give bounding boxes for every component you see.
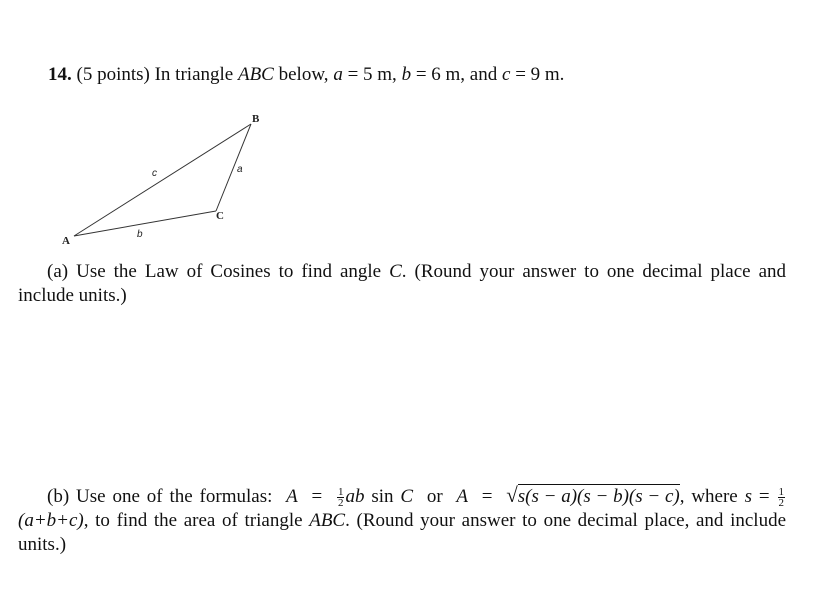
side-c-line [74,124,251,236]
given-c-var: c [502,64,511,85]
triangle-figure [40,100,280,255]
side-a-label: a [237,164,243,175]
formula1-eq: = [311,486,323,507]
formula1-var: C [400,486,414,507]
problem-intro-rest: below, [278,64,329,85]
s-frac-num: 1 [778,486,784,499]
s-var: s [744,486,753,507]
given-c-value: = 9 m. [510,64,565,85]
formula1-fraction [337,487,345,508]
problem-heading [48,64,564,86]
part-b-paragraph [18,483,786,557]
s-fraction [778,487,786,508]
formula2-sqrt [506,483,679,509]
part-b-text-2: , to find the area of triangle [83,510,303,531]
side-c-label: c [152,168,157,179]
given-b-value: = 6 m, and [411,64,498,85]
formula1-frac-den: 2 [337,497,344,510]
vertex-a-label: A [62,235,70,247]
triangle-name: ABC [237,64,274,85]
formula2-lhs: A [456,486,469,507]
formula2-radicand: s(s − a)(s − b)(s − c) [517,486,680,507]
vertex-b-label: B [252,113,260,125]
formula2-eq: = [481,486,493,507]
problem-number: 14. [48,64,72,85]
s-eq: = [758,486,770,507]
given-a-var: a [333,64,343,85]
formula1-frac-num: 1 [337,486,344,499]
part-a-text-2: . (Round your answer to one decimal place and include units.) [18,261,786,306]
s-expression: (a+b+c) [18,510,84,531]
part-b-triangle-name: ABC [309,510,346,531]
side-b-label: b [137,229,143,240]
side-a-line [216,124,251,211]
given-b-var: b [401,64,412,85]
where-text: , where [679,486,738,507]
part-b-label: (b) [47,486,70,507]
formula1-lhs: A [286,486,298,507]
side-b-line [74,211,216,236]
problem-points: (5 points) [76,64,150,85]
formula1-sin: sin [371,486,394,507]
part-a-label: (a) [47,261,69,282]
sqrt-sign-icon: √ [506,483,518,507]
part-a-paragraph [18,260,786,308]
formula1-rhs: ab [345,486,365,507]
s-frac-den: 2 [778,497,784,510]
part-b-text: Use one of the formulas: [76,486,273,507]
part-a-text: Use the Law of Cosines to find angle [76,261,382,282]
part-b-text-3: . (Round your answer to one decimal place, and include units.) [18,510,786,555]
part-a-angle: C [389,261,402,282]
given-a-value: = 5 m, [342,64,397,85]
vertex-c-label: C [216,210,224,222]
or-text: or [426,486,443,507]
problem-intro: In triangle [154,64,234,85]
triangle-diagram [40,100,280,255]
